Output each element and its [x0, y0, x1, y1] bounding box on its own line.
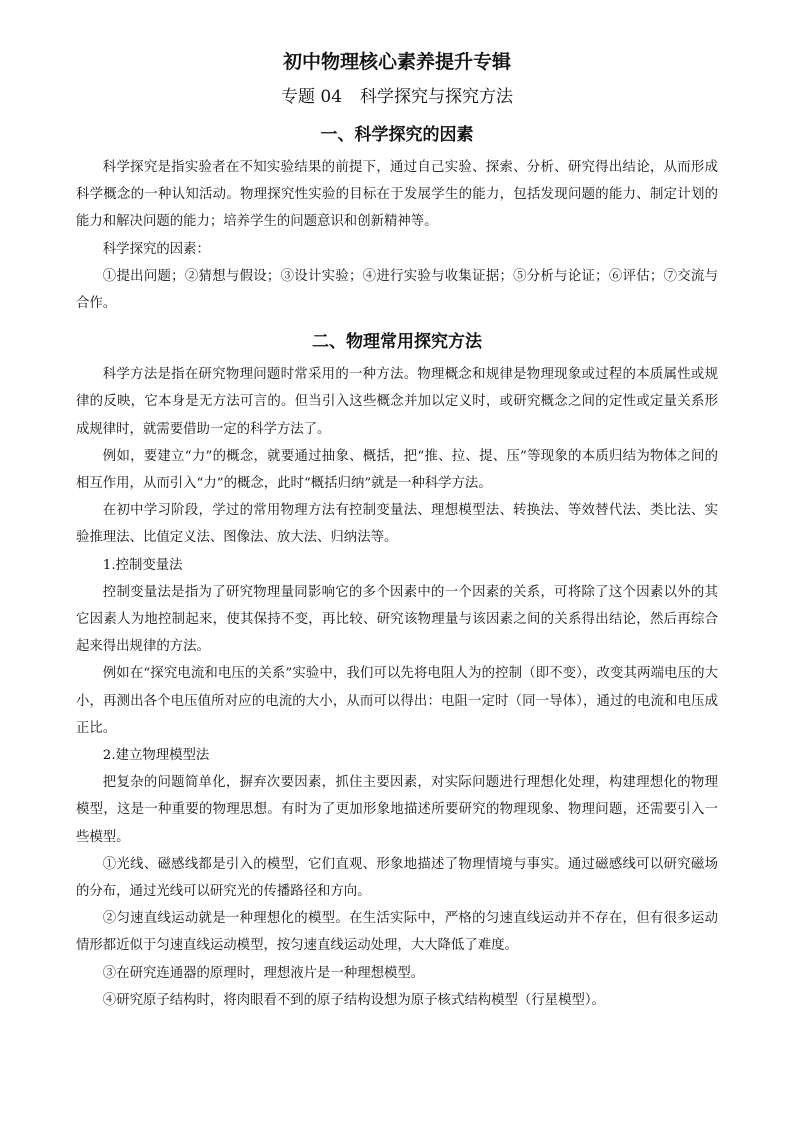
section-heading-1: 一、科学探究的因素 — [320, 125, 474, 145]
section-heading-2: 二、物理常用探究方法 — [312, 332, 482, 353]
paragraph: 科学探究的因素： — [102, 241, 210, 257]
paragraph: 控制变量法是指为了研究物理量同影响它的多个因素中的一个因素的关系，可将除了这个因素以外的其它因素人为地控制起来，使其保持不变，再比较、研究该物理量与该因素之间的关系得出结论，然后再综合起来得出规律的方法。 — [76, 584, 718, 655]
subsection-heading: 1.控制变量法 — [102, 557, 183, 573]
paragraph: ③在研究连通器的原理时，理想液片是一种理想模型。 — [102, 965, 425, 981]
document-title: 初中物理核心素养提升专辑 — [282, 51, 511, 73]
paragraph: ④研究原子结构时，将肉眼看不到的原子结构设想为原子核式结构模型（行星模型）。 — [102, 992, 605, 1008]
paragraph: ②匀速直线运动就是一种理想化的模型。在生活实际中，严格的匀速直线运动并不存在，但有很多运动情形都近似于匀速直线运动模型，按匀速直线运动处理，大大降低了难度。 — [76, 911, 718, 954]
subsection-heading: 2.建立物理模型法 — [102, 748, 210, 764]
paragraph: 把复杂的问题简单化，摒弃次要因素，抓住主要因素，对实际问题进行理想化处理，构建理想化的物理模型，这是一种重要的物理思想。有时为了更加形象地描述所要研究的物理现象、物理问题，还需要引入一些模型。 — [76, 775, 718, 845]
paragraph: 例如，要建立“力”的概念，就要通过抽象、概括，把“推、拉、提、压”等现象的本质归结为物体之间的相互作用，从而引入“力”的概念，此时“概括归纳”就是一种科学方法。 — [76, 448, 718, 492]
paragraph: 例如在“探究电流和电压的关系”实验中，我们可以先将电阻人为的控制（即不变），改变其两端电压的大小，再测出各个电压值所对应的电流的大小，从而可以得出：电阻一定时（同一导体），通过的电流和电压成正比。 — [76, 666, 718, 736]
topic-subtitle — [76, 84, 718, 110]
topic-name: 科学探究与探究方法 — [360, 87, 514, 107]
paragraph: ①光线、磁感线都是引入的模型，它们直观、形象地描述了物理情境与事实。通过磁感线可以研究磁场的分布，通过光线可以研究光的传播路径和方向。 — [76, 856, 718, 900]
paragraph: 科学方法是指在研究物理问题时常采用的一种方法。物理概念和规律是物理现象或过程的本质属性或规律的反映，它本身是无方法可言的。但当引入这些概念并加以定义时，或研究概念之间的定性或定量关系形成规律时，就需要借助一定的科学方法了。 — [76, 367, 718, 437]
paragraph: 科学探究是指实验者在不知实验结果的前提下，通过自己实验、探索、分析、研究得出结论，从而形成科学概念的一种认知活动。物理探究性实验的目标在于发展学生的能力，包括发现问题的能力、制定计划的能力和解决问题的能力；培养学生的问题意识和创新精神等。 — [76, 160, 718, 230]
topic-number: 专题 04 — [280, 87, 343, 107]
paragraph: 在初中学习阶段，学过的常用物理方法有控制变量法、理想模型法、转换法、等效替代法、类比法、实验推理法、比值定义法、图像法、放大法、归纳法等。 — [76, 503, 718, 546]
paragraph: ①提出问题；②猜想与假设；③设计实验；④进行实验与收集证据；⑤分析与论证；⑥评估；⑦交流与合作。 — [76, 268, 718, 312]
